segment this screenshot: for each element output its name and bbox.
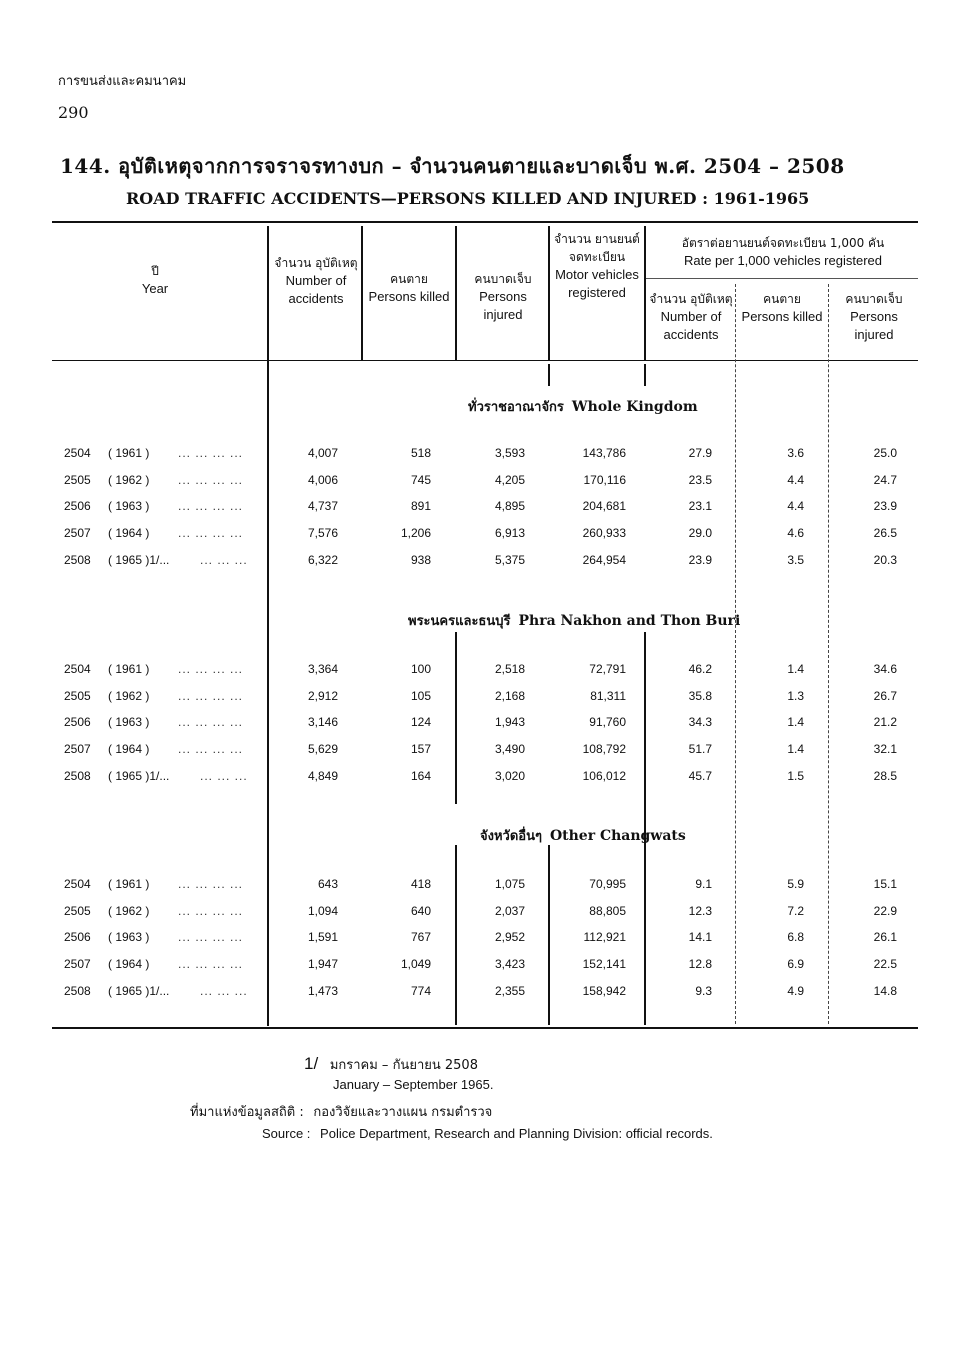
r-killed-cell: 1.5	[787, 768, 804, 783]
accidents-cell: 6,322	[307, 552, 338, 567]
killed-cell: 124	[410, 715, 431, 730]
col-header-killed-th: คนตาย	[390, 272, 428, 286]
col-header-rate-group	[650, 234, 916, 270]
vehicles-cell: 260,933	[582, 526, 626, 541]
col-header-killed	[366, 270, 452, 306]
section-title-th: จังหวัดอื่นๆ	[480, 829, 542, 844]
killed-cell: 745	[410, 472, 431, 487]
r-inj-cell: 26.1	[873, 930, 897, 945]
r-inj-cell: 24.7	[873, 472, 897, 487]
year-be-cell: 2506	[64, 930, 91, 945]
r-killed-cell: 1.4	[787, 662, 804, 676]
vehicles-cell: 264,954	[582, 552, 626, 567]
year-be-cell: 2508	[64, 983, 91, 998]
vehicles-cell: 108,792	[582, 742, 626, 757]
vehicles-cell: 106,012	[582, 768, 626, 783]
col-header-rate-group-th: อัตราต่อยานยนต์จดทะเบียน 1,000 คัน	[681, 236, 885, 250]
table-title-english: ROAD TRAFFIC ACCIDENTS—PERSONS KILLED AND INJURED : 1961-1965	[126, 189, 810, 208]
r-inj-cell: 15.1	[873, 877, 897, 891]
column-divider	[548, 226, 550, 360]
col-header-killed-en: Persons killed	[368, 289, 450, 304]
col-header-rate-group-en: Rate per 1,000 vehicles registered	[683, 253, 882, 268]
section-title-whole-kingdom	[468, 396, 698, 417]
year-be-cell: 2505	[64, 688, 91, 703]
footnote-1	[304, 1054, 478, 1075]
leader-dots: ... ... ...	[200, 768, 248, 783]
killed-cell: 164	[410, 768, 431, 783]
r-acc-cell: 35.8	[688, 688, 712, 703]
table-row	[0, 689, 966, 713]
year-ce-cell: ( 1963 )	[108, 499, 150, 514]
running-title: การขนส่งและคมนาคม	[58, 74, 187, 89]
leader-dots: ... ... ... ...	[178, 472, 244, 487]
injured-cell: 2,518	[494, 662, 525, 676]
source-text-en: Police Department, Research and Planning Division: official records.	[320, 1126, 713, 1141]
leader-dots: ... ... ... ...	[178, 446, 244, 460]
column-divider	[361, 226, 363, 360]
table-row	[0, 473, 966, 497]
r-killed-cell: 3.6	[787, 446, 804, 460]
table-row	[0, 957, 966, 981]
r-acc-cell: 27.9	[688, 446, 712, 460]
r-inj-cell: 20.3	[873, 552, 897, 567]
year-be-cell: 2508	[64, 768, 91, 783]
year-ce-cell: ( 1962 )	[108, 903, 150, 918]
accidents-cell: 4,006	[307, 472, 338, 487]
killed-cell: 774	[410, 983, 431, 998]
col-header-injured-en: Persons injured	[479, 289, 527, 322]
table-row	[0, 877, 966, 901]
leader-dots: ... ... ...	[200, 983, 248, 998]
vehicles-cell: 81,311	[590, 688, 626, 703]
section-title-th: ทั่วราชอาณาจักร	[468, 400, 564, 415]
accidents-cell: 1,094	[307, 903, 338, 918]
r-acc-cell: 14.1	[688, 930, 712, 945]
r-killed-cell: 7.2	[787, 903, 804, 918]
vehicles-cell: 88,805	[589, 903, 626, 918]
r-inj-cell: 32.1	[873, 742, 897, 757]
injured-cell: 1,075	[494, 877, 525, 891]
col-header-year	[95, 262, 215, 298]
injured-cell: 2,168	[494, 688, 525, 703]
year-be-cell: 2507	[64, 742, 91, 757]
leader-dots: ... ... ... ...	[178, 688, 244, 703]
year-ce-cell: ( 1961 )	[108, 877, 150, 891]
injured-cell: 4,205	[494, 472, 525, 487]
source-label-en: Source :	[262, 1126, 311, 1141]
vehicles-cell: 152,141	[582, 957, 626, 972]
r-killed-cell: 6.8	[787, 930, 804, 945]
killed-cell: 105	[410, 688, 431, 703]
table-row	[0, 526, 966, 550]
leader-dots: ... ... ... ...	[178, 499, 244, 514]
table-row	[0, 904, 966, 928]
year-ce-cell: ( 1965 )1/...	[108, 768, 170, 783]
r-killed-cell: 3.5	[787, 552, 804, 567]
footnote-marker: 1/	[304, 1054, 319, 1073]
r-inj-cell: 14.8	[873, 983, 897, 998]
accidents-cell: 3,364	[307, 662, 338, 676]
year-ce-cell: ( 1964 )	[108, 957, 150, 972]
leader-dots: ... ... ... ...	[178, 526, 244, 541]
table-row	[0, 446, 966, 470]
r-acc-cell: 23.5	[688, 472, 712, 487]
r-acc-cell: 9.3	[695, 983, 712, 998]
source-label-th: ที่มาแห่งข้อมูลสถิติ :	[190, 1105, 304, 1120]
col-header-rate-accidents-en: Number of accidents	[660, 309, 722, 342]
injured-cell: 2,037	[494, 903, 525, 918]
col-header-accidents	[272, 254, 360, 308]
column-divider	[644, 364, 646, 386]
col-header-injured-th: คนบาดเจ็บ	[474, 272, 532, 286]
year-be-cell: 2507	[64, 957, 91, 972]
r-killed-cell: 4.9	[787, 983, 804, 998]
table-row	[0, 984, 966, 1008]
leader-dots: ... ... ... ...	[178, 957, 244, 972]
col-header-accidents-en: Number of accidents	[285, 273, 347, 306]
bottom-rule	[52, 1027, 918, 1029]
injured-cell: 5,375	[494, 552, 525, 567]
vehicles-cell: 143,786	[582, 446, 626, 460]
page-number: 290	[58, 103, 89, 122]
killed-cell: 518	[410, 446, 431, 460]
injured-cell: 2,952	[494, 930, 525, 945]
col-header-rate-injured-th: คนบาดเจ็บ	[845, 292, 903, 306]
accidents-cell: 4,849	[307, 768, 338, 783]
r-killed-cell: 4.4	[787, 472, 804, 487]
killed-cell: 767	[410, 930, 431, 945]
killed-cell: 938	[410, 552, 431, 567]
table-row	[0, 499, 966, 523]
header-rule	[52, 360, 918, 361]
r-inj-cell: 26.7	[873, 688, 897, 703]
killed-cell: 418	[410, 877, 431, 891]
vehicles-cell: 158,942	[582, 983, 626, 998]
col-header-rate-killed-en: Persons killed	[741, 309, 823, 324]
killed-cell: 1,049	[400, 957, 431, 972]
r-inj-cell: 34.6	[873, 662, 897, 676]
year-ce-cell: ( 1961 )	[108, 446, 150, 460]
r-killed-cell: 5.9	[787, 877, 804, 891]
year-ce-cell: ( 1964 )	[108, 526, 150, 541]
year-ce-cell: ( 1965 )1/...	[108, 552, 170, 567]
r-acc-cell: 51.7	[688, 742, 712, 757]
year-ce-cell: ( 1963 )	[108, 715, 150, 730]
r-acc-cell: 23.9	[688, 552, 712, 567]
r-inj-cell: 21.2	[873, 715, 897, 730]
accidents-cell: 4,737	[307, 499, 338, 514]
col-header-vehicles-en: Motor vehicles registered	[555, 267, 639, 300]
injured-cell: 3,423	[494, 957, 525, 972]
r-killed-cell: 1.4	[787, 742, 804, 757]
col-header-rate-killed-th: คนตาย	[763, 292, 801, 306]
r-inj-cell: 23.9	[873, 499, 897, 514]
killed-cell: 640	[410, 903, 431, 918]
col-header-vehicles	[553, 230, 641, 302]
injured-cell: 3,490	[494, 742, 525, 757]
year-be-cell: 2504	[64, 877, 91, 891]
leader-dots: ... ... ... ...	[178, 715, 244, 730]
year-be-cell: 2507	[64, 526, 91, 541]
section-title-en: Phra Nakhon and Thon Buri	[518, 613, 741, 629]
year-ce-cell: ( 1962 )	[108, 688, 150, 703]
vehicles-cell: 170,116	[583, 472, 626, 487]
top-rule	[52, 221, 918, 223]
accidents-cell: 2,912	[307, 688, 338, 703]
table-title-thai: 144. อุบัติเหตุจากการจราจรทางบก – จำนวนคนตายและบาดเจ็บ พ.ศ. 2504 – 2508	[60, 154, 845, 178]
accidents-cell: 643	[317, 877, 338, 891]
leader-dots: ... ... ... ...	[178, 903, 244, 918]
footnote-text-th: มกราคม – กันยายน 2508	[329, 1058, 478, 1073]
column-divider	[548, 364, 550, 386]
r-acc-cell: 34.3	[688, 715, 712, 730]
leader-dots: ... ... ...	[200, 552, 248, 567]
injured-cell: 3,593	[494, 446, 525, 460]
col-header-rate-killed	[738, 290, 826, 326]
footnote-text-en: January – September 1965.	[333, 1077, 494, 1092]
year-ce-cell: ( 1962 )	[108, 472, 150, 487]
table-row	[0, 742, 966, 766]
year-ce-cell: ( 1964 )	[108, 742, 150, 757]
killed-cell: 157	[410, 742, 431, 757]
accidents-cell: 1,591	[307, 930, 338, 945]
leader-dots: ... ... ... ...	[178, 662, 244, 676]
injured-cell: 2,355	[494, 983, 525, 998]
table-row	[0, 553, 966, 577]
r-acc-cell: 23.1	[688, 499, 712, 514]
leader-dots: ... ... ... ...	[178, 930, 244, 945]
accidents-cell: 3,146	[307, 715, 338, 730]
killed-cell: 100	[410, 662, 431, 676]
r-acc-cell: 12.8	[688, 957, 712, 972]
col-header-vehicles-th: จำนวน ยานยนต์ จดทะเบียน	[554, 232, 640, 264]
col-header-year-en: Year	[141, 281, 169, 296]
year-be-cell: 2505	[64, 472, 91, 487]
vehicles-cell: 70,995	[589, 877, 626, 891]
r-killed-cell: 4.6	[787, 526, 804, 541]
source-english	[262, 1126, 713, 1141]
r-acc-cell: 9.1	[695, 877, 712, 891]
vehicles-cell: 204,681	[582, 499, 626, 514]
year-ce-cell: ( 1963 )	[108, 930, 150, 945]
r-killed-cell: 4.4	[787, 499, 804, 514]
leader-dots: ... ... ... ...	[178, 742, 244, 757]
r-inj-cell: 26.5	[873, 526, 897, 541]
vehicles-cell: 112,921	[583, 930, 626, 945]
col-header-year-th: ปี	[151, 264, 159, 278]
r-killed-cell: 6.9	[787, 957, 804, 972]
year-be-cell: 2508	[64, 552, 91, 567]
killed-cell: 1,206	[400, 526, 431, 541]
col-header-rate-injured-en: Persons injured	[850, 309, 898, 342]
year-ce-cell: ( 1961 )	[108, 662, 150, 676]
accidents-cell: 1,947	[307, 957, 338, 972]
vehicles-cell: 72,791	[589, 662, 626, 676]
r-acc-cell: 46.2	[688, 662, 712, 676]
col-header-rate-accidents	[648, 290, 734, 344]
r-inj-cell: 22.5	[873, 957, 897, 972]
killed-cell: 891	[410, 499, 431, 514]
source-text-th: กองวิจัยและวางแผน กรมตำรวจ	[313, 1105, 493, 1120]
accidents-cell: 1,473	[307, 983, 338, 998]
year-be-cell: 2506	[64, 715, 91, 730]
accidents-cell: 7,576	[307, 526, 338, 541]
r-inj-cell: 22.9	[873, 903, 897, 918]
source-thai	[190, 1101, 492, 1122]
table-row	[0, 662, 966, 686]
r-acc-cell: 29.0	[688, 526, 712, 541]
r-acc-cell: 12.3	[688, 903, 712, 918]
section-title-other-changwats	[480, 825, 686, 846]
col-header-injured	[460, 270, 546, 324]
r-killed-cell: 1.3	[787, 688, 804, 703]
year-be-cell: 2506	[64, 499, 91, 514]
accidents-cell: 5,629	[307, 742, 338, 757]
year-ce-cell: ( 1965 )1/...	[108, 983, 170, 998]
year-be-cell: 2505	[64, 903, 91, 918]
section-title-phra-nakhon	[408, 610, 740, 631]
vehicles-cell: 91,760	[589, 715, 626, 730]
table-row	[0, 930, 966, 954]
table-row	[0, 715, 966, 739]
r-inj-cell: 25.0	[873, 446, 897, 460]
col-header-rate-accidents-th: จำนวน อุบัติเหตุ	[649, 292, 733, 306]
table-row	[0, 769, 966, 793]
section-title-en: Whole Kingdom	[571, 399, 698, 415]
col-header-accidents-th: จำนวน อุบัติเหตุ	[274, 256, 358, 270]
leader-dots: ... ... ... ...	[178, 877, 244, 891]
injured-cell: 4,895	[494, 499, 525, 514]
section-title-th: พระนครและธนบุรี	[408, 614, 511, 629]
column-divider	[455, 226, 457, 360]
accidents-cell: 4,007	[307, 446, 338, 460]
injured-cell: 1,943	[494, 715, 525, 730]
rate-group-rule	[646, 278, 918, 279]
section-title-en: Other Changwats	[549, 828, 686, 844]
r-killed-cell: 1.4	[787, 715, 804, 730]
year-be-cell: 2504	[64, 446, 91, 460]
col-header-rate-injured	[831, 290, 917, 344]
injured-cell: 6,913	[494, 526, 525, 541]
year-be-cell: 2504	[64, 662, 91, 676]
r-inj-cell: 28.5	[873, 768, 897, 783]
r-acc-cell: 45.7	[688, 768, 712, 783]
injured-cell: 3,020	[494, 768, 525, 783]
column-divider	[644, 226, 646, 360]
